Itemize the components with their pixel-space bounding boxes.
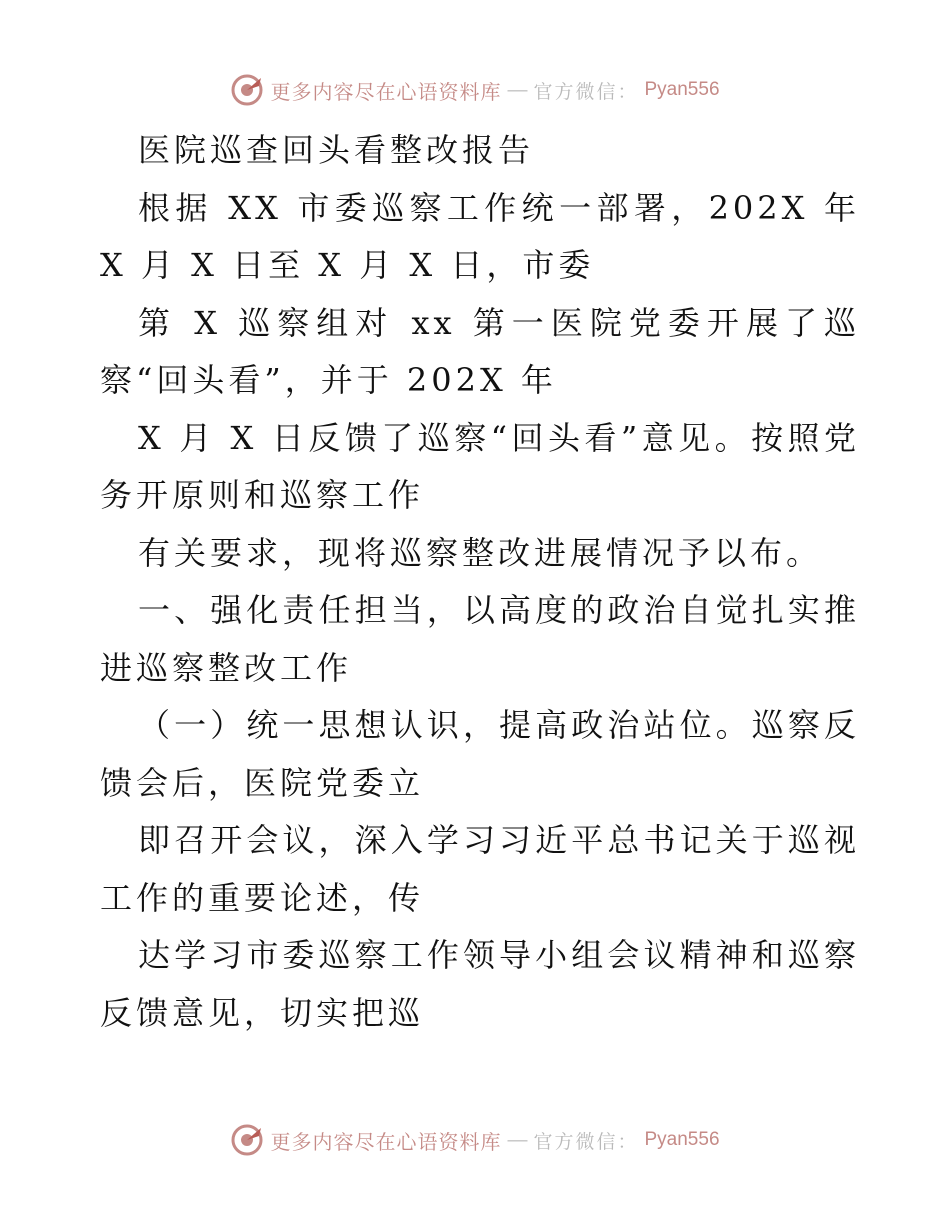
paragraph: 达学习市委巡察工作领导小组会议精神和巡察反馈意见，切实把巡 xyxy=(100,936,860,1032)
paragraph: 根据 XX 市委巡察工作统一部署，202X 年 X 月 X 日至 X 月 X 日，市委 xyxy=(100,188,860,284)
document-title: 医院巡查回头看整改报告 xyxy=(138,131,535,169)
header-watermark xyxy=(0,70,950,110)
watermark-separator: — xyxy=(507,1128,528,1151)
paragraph: 有关要求，现将巡察整改进展情况予以布。 xyxy=(138,533,823,572)
watermark-wechat-id: Pyan556 xyxy=(644,79,720,100)
watermark-text: 更多内容尽在心语资料库 xyxy=(270,1129,502,1154)
watermark-text: 更多内容尽在心语资料库 xyxy=(270,79,502,104)
paragraph: （一）统一思想认识，提高政治站位。巡察反馈会后，医院党委立 xyxy=(100,706,860,802)
watermark-separator: — xyxy=(507,78,528,101)
footer-watermark xyxy=(0,1120,950,1160)
paragraph: 第 X 巡察组对 xx 第一医院党委开展了巡察“回头看”，并于 202X 年 xyxy=(100,303,860,399)
section-heading: 一、强化责任担当，以高度的政治自觉扎实推进巡察整改工作 xyxy=(100,591,860,687)
pen-nib-logo-icon xyxy=(230,73,264,107)
pen-nib-logo-icon xyxy=(230,1123,264,1157)
paragraph: X 月 X 日反馈了巡察“回头看”意见。按照党务开原则和巡察工作 xyxy=(100,418,860,514)
watermark-official-label: 官方微信： xyxy=(533,1130,639,1153)
paragraph: 即召开会议，深入学习习近平总书记关于巡视工作的重要论述，传 xyxy=(100,821,860,917)
watermark-wechat-id: Pyan556 xyxy=(644,1129,720,1150)
watermark-official-label: 官方微信： xyxy=(533,80,639,103)
document-body xyxy=(100,122,860,1042)
